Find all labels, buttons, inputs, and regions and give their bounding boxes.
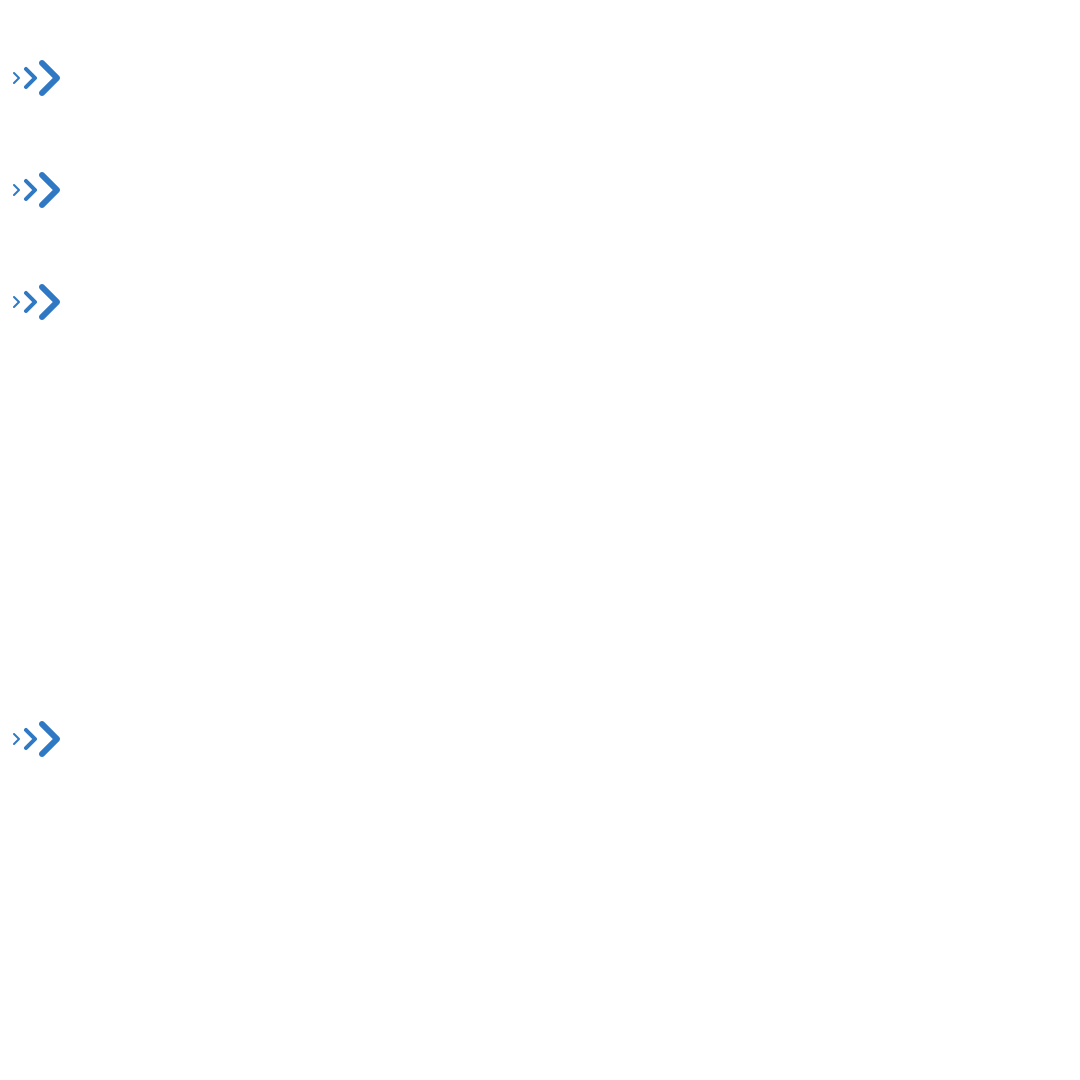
triple-chevron-right-icon-graphic (10, 720, 64, 760)
triple-chevron-right-icon (10, 171, 64, 211)
triple-chevron-right-icon (10, 720, 64, 760)
triple-chevron-right-icon-graphic (10, 171, 64, 211)
triple-chevron-right-icon-graphic (10, 283, 64, 323)
triple-chevron-right-icon (10, 283, 64, 323)
triple-chevron-right-icon (10, 59, 64, 99)
triple-chevron-right-icon-graphic (10, 59, 64, 99)
